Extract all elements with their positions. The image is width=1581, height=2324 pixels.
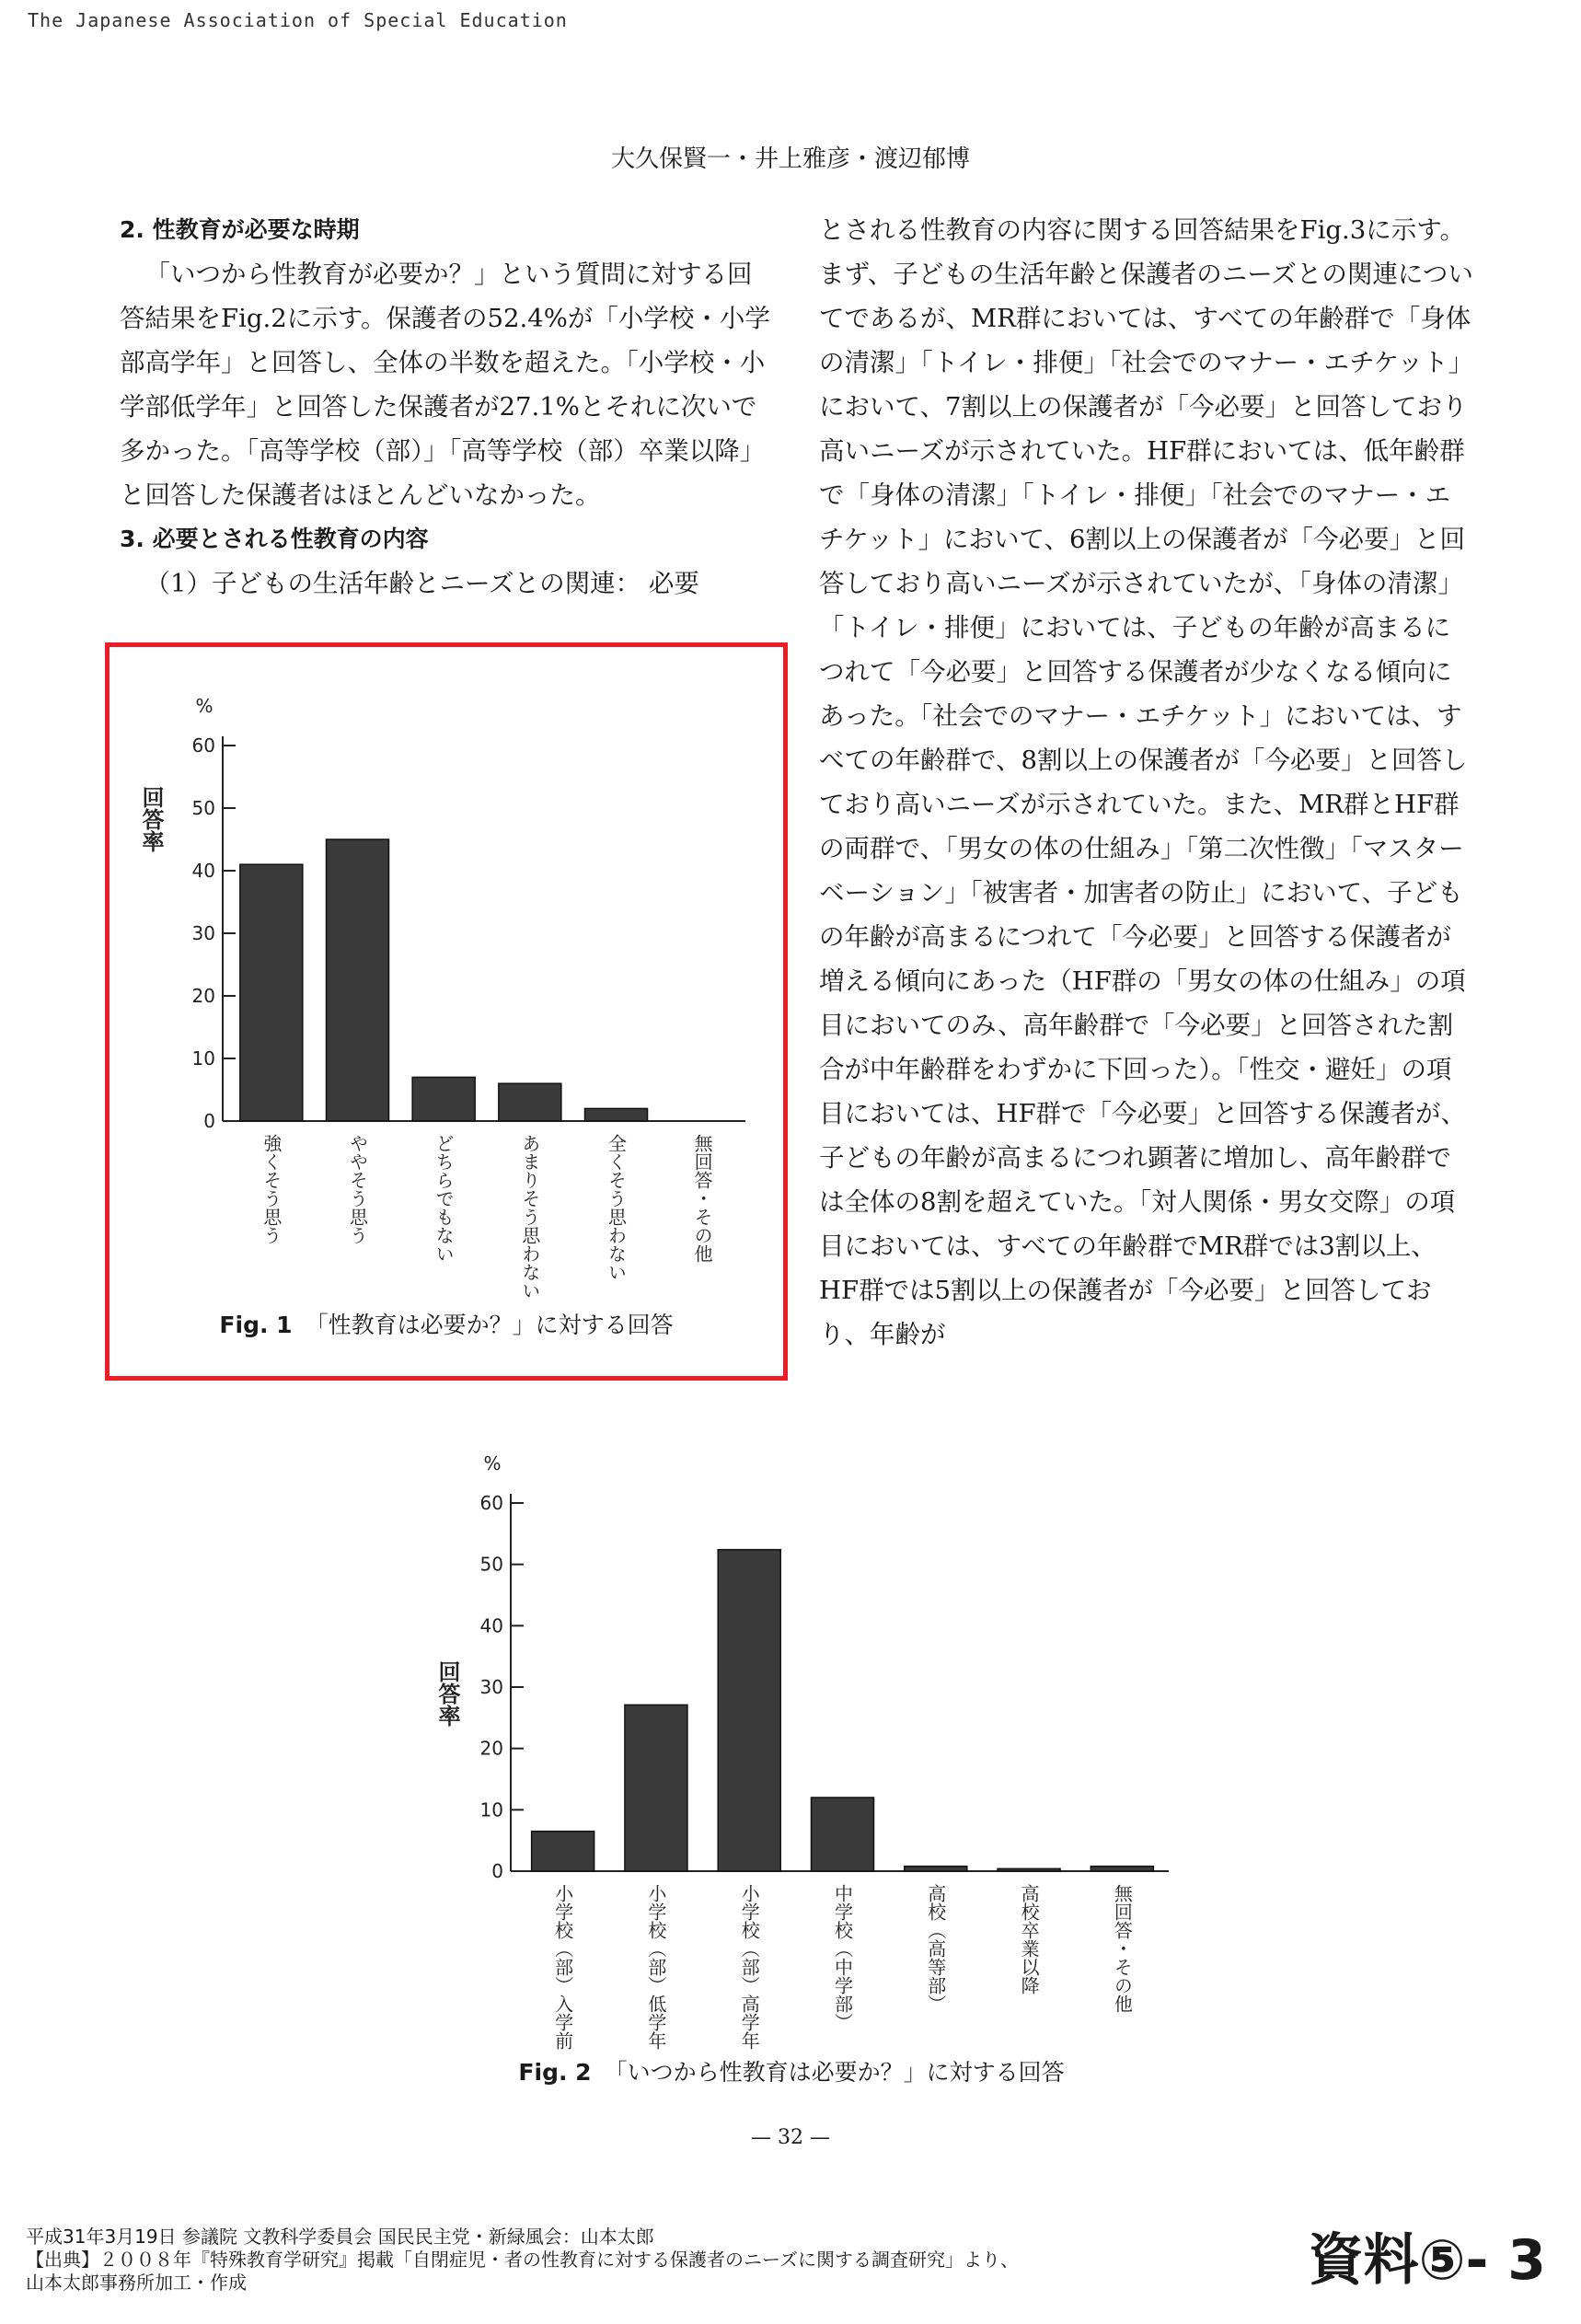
document-label: 資料⑤- 3 <box>1308 2228 1546 2293</box>
category-label: ややそう思う <box>346 1134 369 1244</box>
category-label: あまりそう思わない <box>518 1134 541 1300</box>
y-tick-label: 40 <box>191 860 215 882</box>
bar <box>240 864 303 1121</box>
fig2-caption-label: Fig. 2 <box>518 2059 592 2086</box>
category-label: 高校（高等部） <box>924 1884 947 2013</box>
y-tick-label: 50 <box>479 1553 503 1576</box>
fig2-caption-text: 「いつから性教育は必要か？」に対する回答 <box>604 2059 1065 2086</box>
bar <box>499 1083 561 1121</box>
fig2-chart <box>423 1427 1178 2052</box>
y-tick-label: 50 <box>191 797 215 819</box>
left-column <box>120 208 773 606</box>
y-tick-label: 30 <box>191 922 215 944</box>
section-heading-2: 2. 性教育が必要な時期 <box>120 216 360 243</box>
bar <box>412 1077 475 1121</box>
category-label: 強くそう思う <box>260 1134 283 1244</box>
footer-line-1: 平成31年3月19日 参議院 文教科学委員会 国民民主党・新緑風会：山本太郎 <box>26 2226 654 2248</box>
y-axis-title: 回答率 <box>138 786 164 852</box>
page-number: — 32 — <box>751 2126 830 2149</box>
category-label: 小学校（部）低学年 <box>644 1884 667 2050</box>
right-column-text: とされる性教育の内容に関する回答結果をFig.3に示す。まず、子どもの生活年齢と保護者のニーズとの関連についてであるが、MR群においては、すべての年齢群で「身体の清潔」「トイレ・排便」「社会でのマナー・エチケット」において、7割以上の保護者が「今必要」と回答しており高いニーズが示されていた。HF群においては、低年齢群で「身体の清潔」「トイレ・排便」「社会でのマナー・エチケット」において、6割以上の保護者が「今必要」と回答しており高いニーズが示されていたが、「身体の清潔」「トイレ・排便」においては、子どもの年齢が高まるにつれて「今必要」と回答する保護者が少なくなる傾向にあった。「社会でのマナー・エチケット」においては、すべての年齢群で、8割以上の保護者が「今必要」と回答しており高いニーズが示されていた。また、MR群とHF群の両群で、「男女の体の仕組み」「第二次性徴」「マスターベーション」「被害者・加害者の防止」において、子どもの年齢が高まるにつれて「今必要」と回答する保護者が増える傾向にあった（HF群の「男女の体の仕組み」の項目においてのみ、高年齢群で「今必要」と回答された割合が中年齢群をわずかに下回った）。「性交・避妊」の項目においては、HF群で「今必要」と回答する保護者が、子どもの年齢が高まるにつれ顕著に増加し、高年齢群では全体の8割を超えていた。「対人関係・男女交際」の項目においては、すべての年齢群でMR群では3割以上、HF群では5割以上の保護者が「今必要」と回答しており、年齢が <box>819 215 1474 1349</box>
y-tick-label: 10 <box>191 1047 215 1070</box>
category-label: 高校卒業以降 <box>1018 1884 1041 1994</box>
bar <box>812 1798 874 1871</box>
running-header: The Japanese Association of Special Education <box>28 9 568 31</box>
category-label: 小学校（部）高学年 <box>738 1884 761 2050</box>
authors-line: 大久保賢一・井上雅彦・渡辺郁博 <box>610 145 970 173</box>
bar <box>718 1550 780 1871</box>
fig1-chart <box>120 681 764 1307</box>
y-tick-label: 0 <box>203 1110 215 1132</box>
fig1-caption-label: Fig. 1 <box>219 1312 293 1338</box>
y-tick-label: 10 <box>479 1798 503 1821</box>
category-label: 中学校（中学部） <box>831 1884 854 2031</box>
y-tick-label: 60 <box>191 734 215 757</box>
bar <box>585 1108 648 1121</box>
paragraph-2: 「いつから性教育が必要か？」という質問に対する回答結果をFig.2に示す。保護者の52.4%が「小学校・小学部高学年」と回答し、全体の半数を超えた。「小学校・小学部低学年」と回答した保護者が27.1%とそれに次いで多かった。「高等学校（部）」「高等学校（部）卒業以降」と回答した保護者はほとんどいなかった。 <box>120 260 770 510</box>
fig1-caption-text: 「性教育は必要か？」に対する回答 <box>305 1312 674 1338</box>
paragraph-3: （1）子どもの生活年齢とニーズとの関連： 必要 <box>144 569 699 598</box>
section-heading-3: 3. 必要とされる性教育の内容 <box>120 526 429 552</box>
bar <box>1091 1867 1153 1871</box>
category-label: どちらでもない <box>433 1134 456 1263</box>
category-label: 無回答・その他 <box>691 1134 714 1263</box>
y-tick-label: 20 <box>479 1737 503 1760</box>
fig2-caption <box>331 2054 1252 2087</box>
bar <box>532 1832 594 1871</box>
y-axis-title: 回答率 <box>434 1660 460 1727</box>
y-tick-label: 0 <box>491 1860 503 1882</box>
category-label: 小学校（部）入学前 <box>551 1884 574 2050</box>
category-label: 無回答・その他 <box>1111 1884 1134 2013</box>
footer-line-2: 【出典】２００８年『特殊教育学研究』掲載「自閉症児・者の性教育に対する保護者のニーズに関する調査研究」より、 <box>26 2249 1019 2271</box>
y-tick-label: 20 <box>191 985 215 1007</box>
bar <box>327 839 389 1121</box>
bar <box>905 1867 967 1871</box>
right-column <box>819 208 1474 1357</box>
y-tick-label: 30 <box>479 1676 503 1698</box>
y-unit-label: % <box>483 1452 502 1474</box>
footer-note <box>26 2226 1019 2295</box>
bar <box>625 1705 687 1871</box>
y-tick-label: 40 <box>479 1614 503 1637</box>
category-label: 全くそう思わない <box>605 1134 628 1281</box>
fig1-caption <box>105 1307 788 1340</box>
y-unit-label: % <box>195 695 213 717</box>
y-tick-label: 60 <box>479 1492 503 1514</box>
footer-line-3: 山本太郎事務所加工・作成 <box>26 2272 247 2294</box>
bar <box>998 1868 1060 1871</box>
